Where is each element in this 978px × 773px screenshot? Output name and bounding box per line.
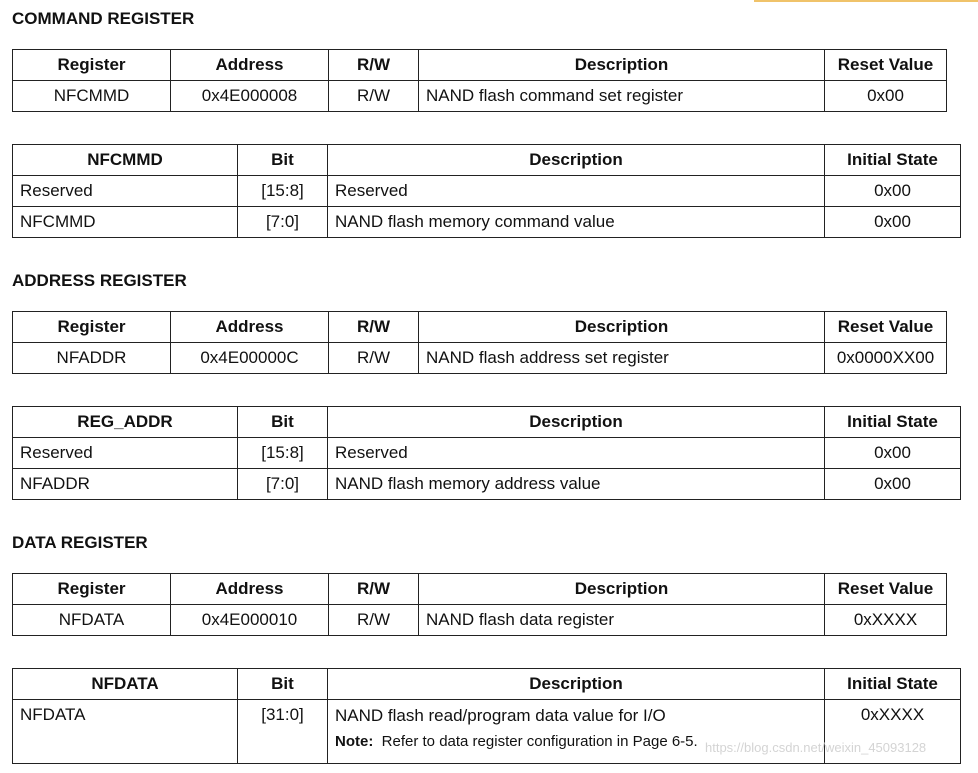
header-rw: R/W <box>329 50 419 81</box>
table-row <box>13 81 947 112</box>
watermark: https://blog.csdn.net/weixin_45093128 <box>705 740 927 755</box>
table-header-row <box>13 312 947 343</box>
header-reset-value: Reset Value <box>825 312 947 343</box>
cell-bit: [15:8] <box>238 438 328 469</box>
header-bit: Bit <box>238 407 328 438</box>
section-title-address-register: ADDRESS REGISTER <box>12 271 187 290</box>
cell-rw: R/W <box>329 81 419 112</box>
data-register-table <box>12 573 947 636</box>
cell-initial-state: 0x00 <box>825 176 961 207</box>
cell-register: NFDATA <box>13 605 171 636</box>
cell-field: NFDATA <box>13 700 238 764</box>
table-row <box>13 176 961 207</box>
note-text: Refer to data register configuration in Page 6-5. <box>381 733 698 750</box>
cell-initial-state: 0xXXXX <box>825 700 961 764</box>
cell-address: 0x4E000008 <box>171 81 329 112</box>
cell-field: Reserved <box>13 176 238 207</box>
table-header-row <box>13 50 947 81</box>
cell-description: Reserved <box>328 438 825 469</box>
header-address: Address <box>171 50 329 81</box>
command-register-table <box>12 49 947 112</box>
cell-description: NAND flash address set register <box>419 343 825 374</box>
cell-register: NFCMMD <box>13 81 171 112</box>
header-description: Description <box>328 145 825 176</box>
header-description: Description <box>328 407 825 438</box>
note-label: Note: <box>335 733 374 750</box>
address-bit-table <box>12 406 961 500</box>
header-register: Register <box>13 574 171 605</box>
table-row <box>13 207 961 238</box>
header-register: Register <box>13 50 171 81</box>
section-title-data-register: DATA REGISTER <box>12 533 148 552</box>
cell-rw: R/W <box>329 605 419 636</box>
table-row <box>13 343 947 374</box>
cell-rw: R/W <box>329 343 419 374</box>
table-row <box>13 438 961 469</box>
header-rw: R/W <box>329 574 419 605</box>
header-description: Description <box>328 669 825 700</box>
cell-field: Reserved <box>13 438 238 469</box>
header-field: NFCMMD <box>13 145 238 176</box>
command-bit-table <box>12 144 961 238</box>
table-header-row <box>13 669 961 700</box>
table-row <box>13 605 947 636</box>
cell-register: NFADDR <box>13 343 171 374</box>
cell-initial-state: 0x00 <box>825 469 961 500</box>
cell-reset-value: 0xXXXX <box>825 605 947 636</box>
header-initial-state: Initial State <box>825 407 961 438</box>
cell-description: NAND flash memory command value <box>328 207 825 238</box>
cell-description: NAND flash memory address value <box>328 469 825 500</box>
header-initial-state: Initial State <box>825 669 961 700</box>
table-row <box>13 469 961 500</box>
cell-address: 0x4E00000C <box>171 343 329 374</box>
cell-reset-value: 0x00 <box>825 81 947 112</box>
cell-bit: [7:0] <box>238 207 328 238</box>
header-address: Address <box>171 574 329 605</box>
cell-description: NAND flash command set register <box>419 81 825 112</box>
header-initial-state: Initial State <box>825 145 961 176</box>
cell-description: NAND flash read/program data value for I/O <box>335 706 666 725</box>
cell-address: 0x4E000010 <box>171 605 329 636</box>
header-rw: R/W <box>329 312 419 343</box>
cell-bit: [31:0] <box>238 700 328 764</box>
header-reset-value: Reset Value <box>825 50 947 81</box>
cell-reset-value: 0x0000XX00 <box>825 343 947 374</box>
header-description: Description <box>419 574 825 605</box>
header-field: NFDATA <box>13 669 238 700</box>
header-description: Description <box>419 50 825 81</box>
table-header-row <box>13 407 961 438</box>
header-field: REG_ADDR <box>13 407 238 438</box>
header-bit: Bit <box>238 669 328 700</box>
section-title-command-register: COMMAND REGISTER <box>12 9 195 28</box>
header-address: Address <box>171 312 329 343</box>
header-description: Description <box>419 312 825 343</box>
header-bit: Bit <box>238 145 328 176</box>
cell-bit: [7:0] <box>238 469 328 500</box>
cell-field: NFADDR <box>13 469 238 500</box>
top-accent-line <box>754 0 978 2</box>
cell-initial-state: 0x00 <box>825 207 961 238</box>
cell-initial-state: 0x00 <box>825 438 961 469</box>
address-register-table <box>12 311 947 374</box>
cell-description: NAND flash data register <box>419 605 825 636</box>
cell-bit: [15:8] <box>238 176 328 207</box>
header-reset-value: Reset Value <box>825 574 947 605</box>
cell-description: Reserved <box>328 176 825 207</box>
header-register: Register <box>13 312 171 343</box>
cell-field: NFCMMD <box>13 207 238 238</box>
table-header-row <box>13 574 947 605</box>
table-header-row <box>13 145 961 176</box>
